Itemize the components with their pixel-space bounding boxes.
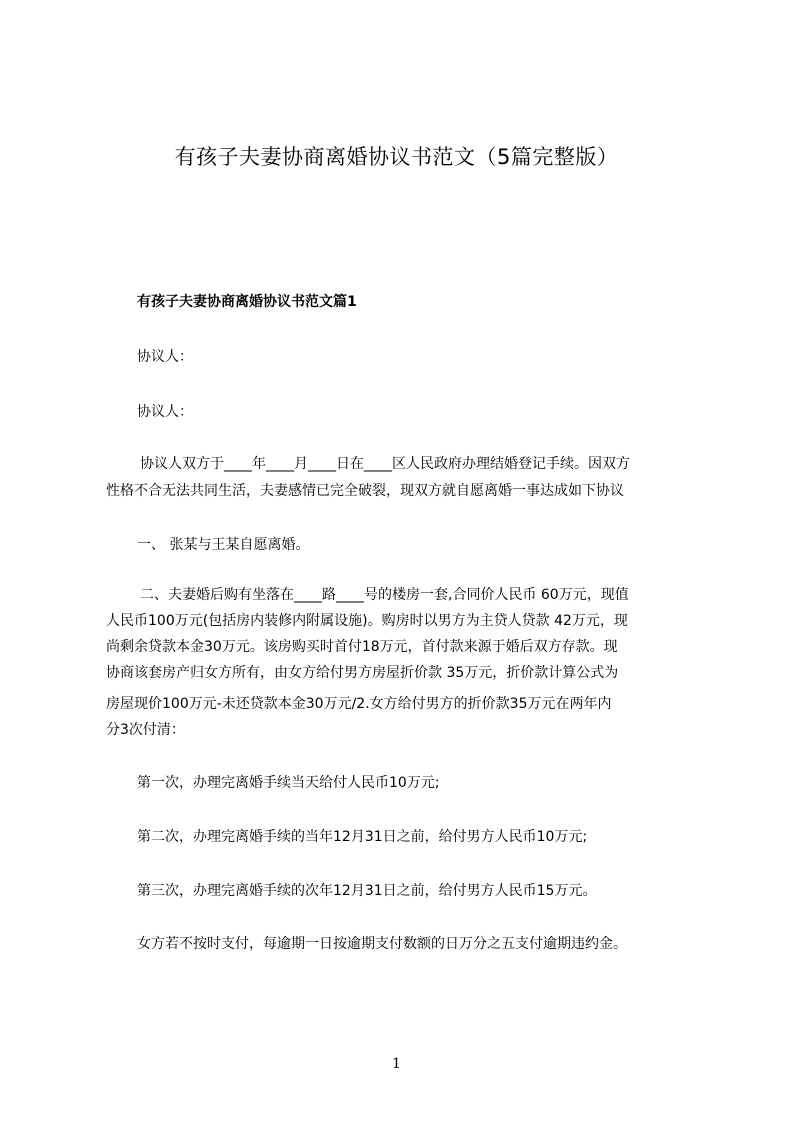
intro-line-2: 性格不合无法共同生活，夫妻感情已完全破裂，现双方就自愿离婚一事达成如下协议 (106, 483, 624, 499)
clause-2-line-1: 二、夫妻婚后购有坐落在____路____号的楼房一套,合同价人民币 60万元，现值 (140, 587, 629, 603)
document-title: 有孩子夫妻协商离婚协议书范文（5篇完整版） (174, 145, 619, 169)
page-number: 1 (392, 1056, 401, 1072)
clause-2-line-3: 尚剩余贷款本金30万元。该房购买时首付18万元，首付款来源于婚后双方存款。现 (106, 639, 618, 655)
clause-2-line-2: 人民币100万元(包括房内装修内附属设施)。购房时以男方为主贷人贷款 42万元，现 (106, 613, 628, 629)
clause-2-line-5: 房屋现价100万元-未还贷款本金30万元/2.女方给付男方的折价款35万元在两年内 (106, 696, 612, 712)
clause-1: 一、 张某与王某自愿离婚。 (137, 537, 310, 553)
payment-1: 第一次，办理完离婚手续当天给付人民币10万元; (137, 775, 440, 791)
clause-2-line-4: 协商该套房产归女方所有，由女方给付男方房屋折价款 35万元，折价款计算公式为 (106, 665, 619, 681)
payment-2: 第二次，办理完离婚手续的当年12月31日之前，给付男方人民币10万元; (137, 829, 588, 845)
clause-2-line-6: 分3次付清： (106, 722, 185, 738)
penalty-clause: 女方若不按时支付，每逾期一日按逾期支付数额的日万分之五支付逾期违约金。 (137, 936, 627, 952)
intro-line-1: 协议人双方于____年____月____日在____区人民政府办理结婚登记手续。因双方 (140, 456, 630, 472)
party-label-1: 协议人： (137, 349, 193, 365)
section-heading: 有孩子夫妻协商离婚协议书范文篇1 (137, 294, 357, 310)
payment-3: 第三次，办理完离婚手续的次年12月31日之前，给付男方人民币15万元。 (137, 883, 597, 899)
party-label-2: 协议人： (137, 404, 193, 420)
